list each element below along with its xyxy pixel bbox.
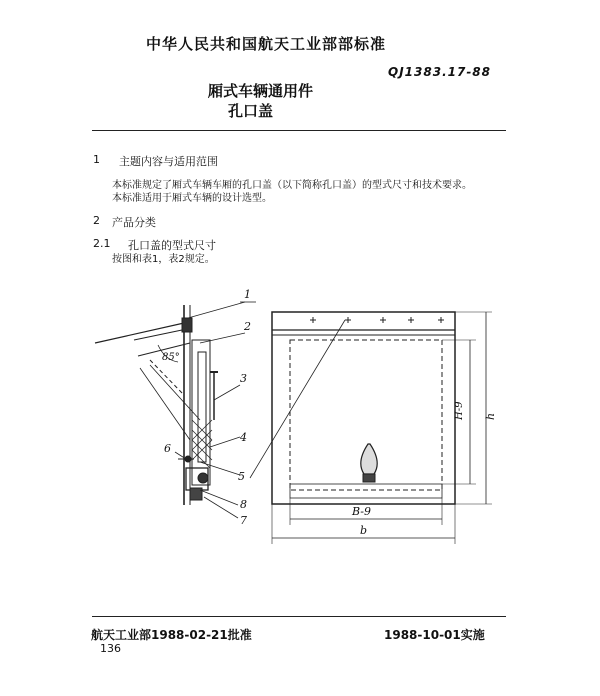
title-line-1: 厢式车辆通用件 [208, 82, 314, 100]
label-4: 4 [240, 431, 247, 444]
section-1-paragraph-2: 本标准适用于厢式车辆的设计选型。 [112, 193, 272, 204]
section-2-1-heading: 孔口盖的型式尺寸 [128, 239, 216, 252]
footer-rule [92, 616, 506, 617]
leader-3 [214, 385, 240, 400]
roof-line [95, 323, 184, 343]
section-2-1-number: 2.1 [93, 237, 111, 250]
standard-code: QJ1383.17-88 [388, 65, 492, 79]
open-lid-upper [134, 330, 182, 340]
handle-base [363, 474, 375, 482]
lid-inner [198, 352, 206, 462]
label-1: 1 [244, 288, 251, 301]
angle-label: 85° [162, 352, 180, 363]
standard-organization: 中华人民共和国航天工业部部标准 [146, 35, 387, 53]
section-2-heading: 产品分类 [112, 216, 156, 229]
section-1-number: 1 [93, 153, 100, 166]
seal-hatching [192, 420, 212, 468]
leader-cross [250, 320, 345, 478]
dim-outer-height-label: h [484, 412, 497, 420]
label-8: 8 [240, 498, 247, 511]
title-line-2: 孔口盖 [228, 102, 274, 120]
label-3: 3 [240, 372, 247, 385]
latch-knob [198, 473, 208, 483]
leader-4 [210, 437, 240, 447]
page-number: 136 [100, 642, 121, 655]
dim-outer-width-label: b [360, 524, 368, 537]
approval-date: 航天工业部1988-02-21批准 [91, 628, 252, 642]
lid-body [192, 340, 210, 485]
dim-inner-width-label: B-9 [352, 505, 372, 518]
label-2: 2 [244, 320, 251, 333]
handle-icon [361, 444, 377, 474]
section-1-paragraph-1: 本标准规定了厢式车辆车厢的孔口盖（以下简称孔口盖）的型式尺寸和技术要求。 [112, 180, 472, 191]
section-2-number: 2 [93, 214, 100, 227]
section-1-heading: 主题内容与适用范围 [119, 155, 218, 168]
label-7: 7 [240, 514, 247, 527]
lid-swing-line [140, 368, 190, 440]
leader-7 [204, 497, 238, 518]
leader-8 [200, 490, 238, 505]
hinge-block [182, 318, 192, 332]
label-5: 5 [238, 470, 245, 483]
label-6: 6 [164, 442, 171, 455]
effective-date: 1988-10-01实施 [384, 628, 485, 642]
leader-1 [188, 302, 245, 318]
leader-2 [200, 333, 245, 343]
front-bottom-strip [290, 484, 442, 498]
section-2-1-paragraph: 按图和表1，表2规定。 [112, 254, 215, 265]
hinge-marks [310, 317, 444, 323]
dim-inner-height-label: H-9 [454, 401, 465, 420]
